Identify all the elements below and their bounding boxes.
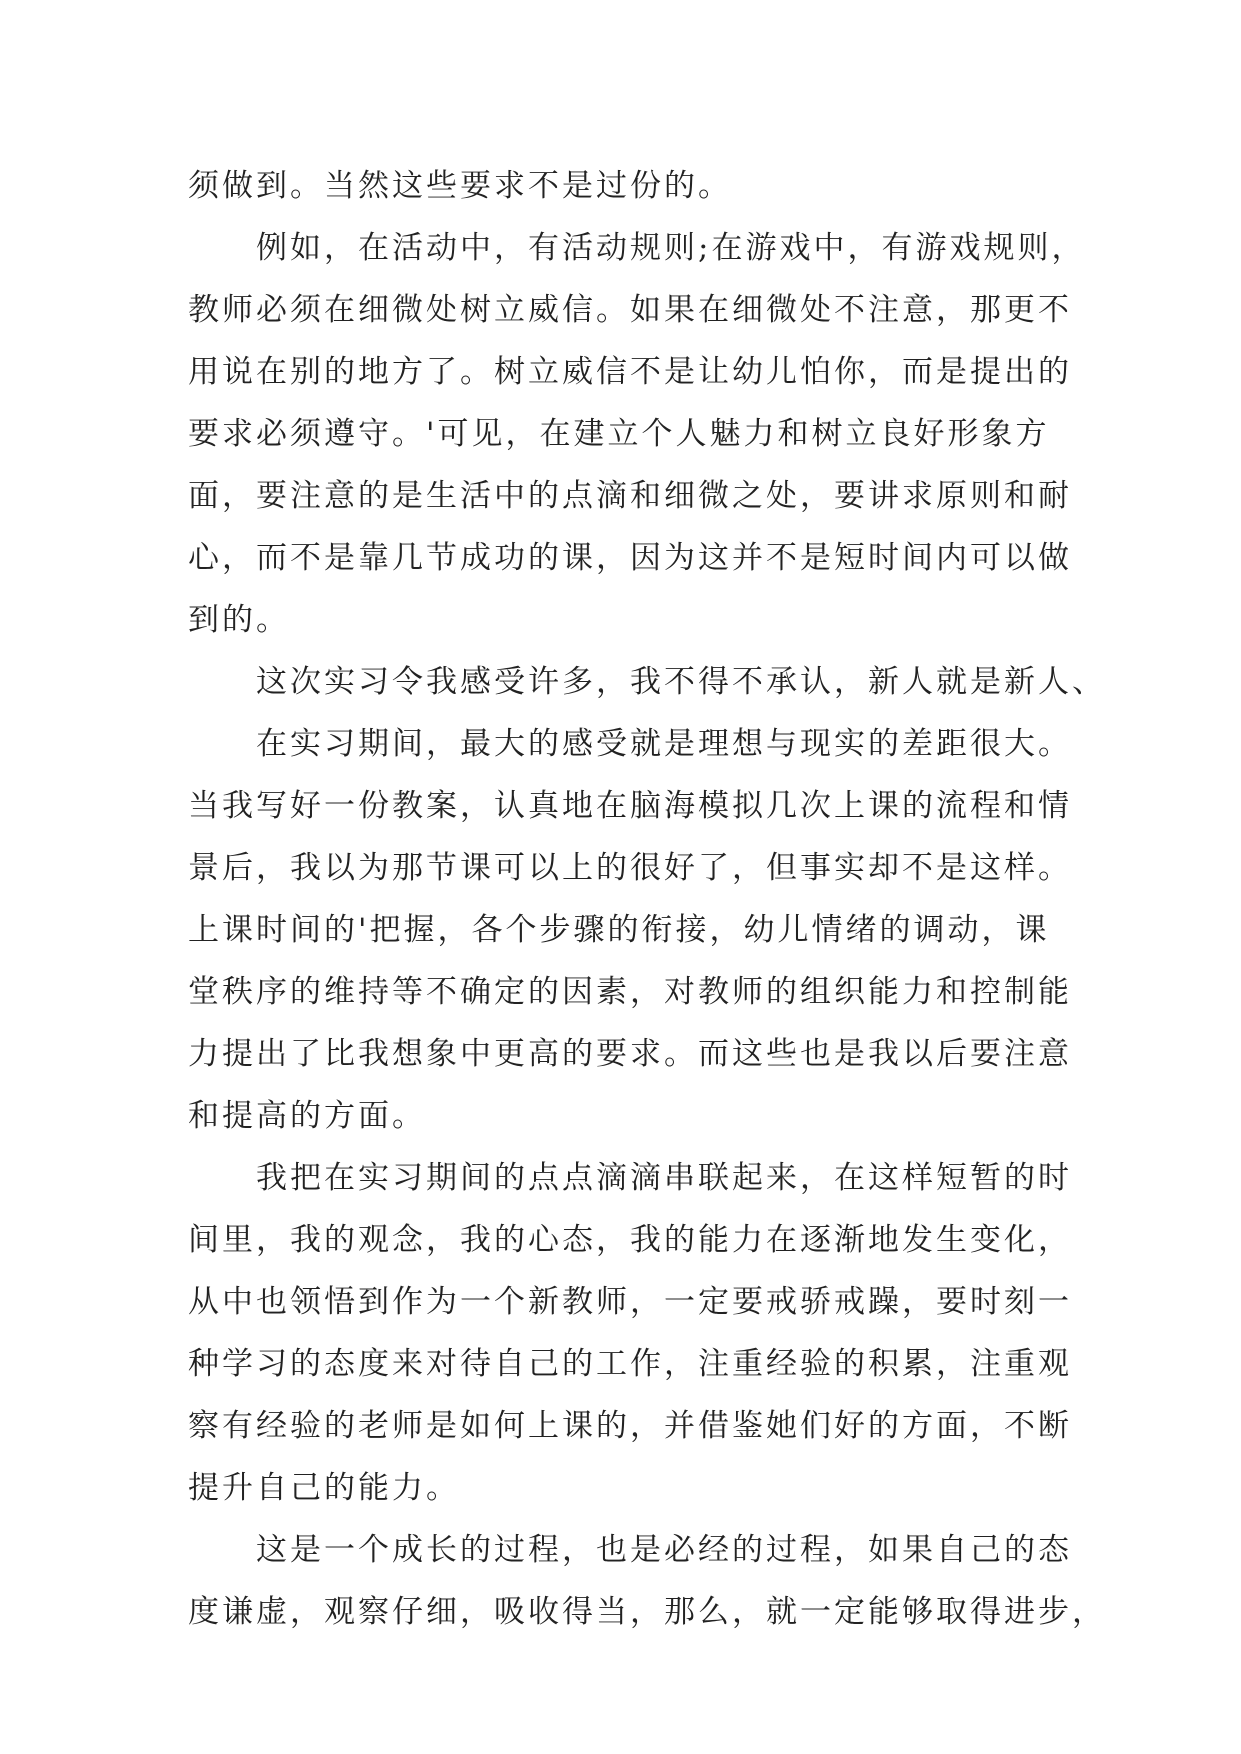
text-line: 上课时间的'把握，各个步骤的衔接，幼儿情绪的调动，课 — [188, 912, 1050, 948]
text-line: 提升自己的能力。 — [188, 1470, 460, 1506]
text-line: 和提高的方面。 — [188, 1098, 426, 1134]
text-line: 力提出了比我想象中更高的要求。而这些也是我以后要注意 — [188, 1036, 1072, 1072]
text-line: 这次实习令我感受许多，我不得不承认，新人就是新人、 — [256, 664, 1106, 700]
text-line: 这是一个成长的过程，也是必经的过程，如果自己的态 — [256, 1532, 1072, 1568]
text-line: 须做到。当然这些要求不是过份的。 — [188, 168, 732, 204]
text-line: 堂秩序的维持等不确定的因素，对教师的组织能力和控制能 — [188, 974, 1072, 1010]
text-line: 教师必须在细微处树立威信。如果在细微处不注意，那更不 — [188, 292, 1072, 328]
text-line: 间里，我的观念，我的心态，我的能力在逐渐地发生变化， — [188, 1222, 1072, 1258]
text-line: 到的。 — [188, 602, 290, 638]
text-line: 种学习的态度来对待自己的工作，注重经验的积累，注重观 — [188, 1346, 1072, 1382]
text-line: 察有经验的老师是如何上课的，并借鉴她们好的方面，不断 — [188, 1408, 1072, 1444]
text-line: 从中也领悟到作为一个新教师，一定要戒骄戒躁，要时刻一 — [188, 1284, 1072, 1320]
text-line: 面，要注意的是生活中的点滴和细微之处，要讲求原则和耐 — [188, 478, 1072, 514]
text-line: 当我写好一份教案，认真地在脑海模拟几次上课的流程和情 — [188, 788, 1072, 824]
text-line: 例如，在活动中，有活动规则;在游戏中，有游戏规则， — [256, 230, 1086, 266]
text-line: 在实习期间，最大的感受就是理想与现实的差距很大。 — [256, 726, 1072, 762]
text-line: 用说在别的地方了。树立威信不是让幼儿怕你，而是提出的 — [188, 354, 1072, 390]
text-line: 我把在实习期间的点点滴滴串联起来，在这样短暂的时 — [256, 1160, 1072, 1196]
text-line: 景后，我以为那节课可以上的很好了，但事实却不是这样。 — [188, 850, 1072, 886]
text-line: 心，而不是靠几节成功的课，因为这并不是短时间内可以做 — [188, 540, 1072, 576]
text-line: 度谦虚，观察仔细，吸收得当，那么，就一定能够取得进步， — [188, 1594, 1106, 1630]
text-line: 要求必须遵守。'可见，在建立个人魅力和树立良好形象方 — [188, 416, 1050, 452]
body-text — [188, 155, 1106, 1643]
